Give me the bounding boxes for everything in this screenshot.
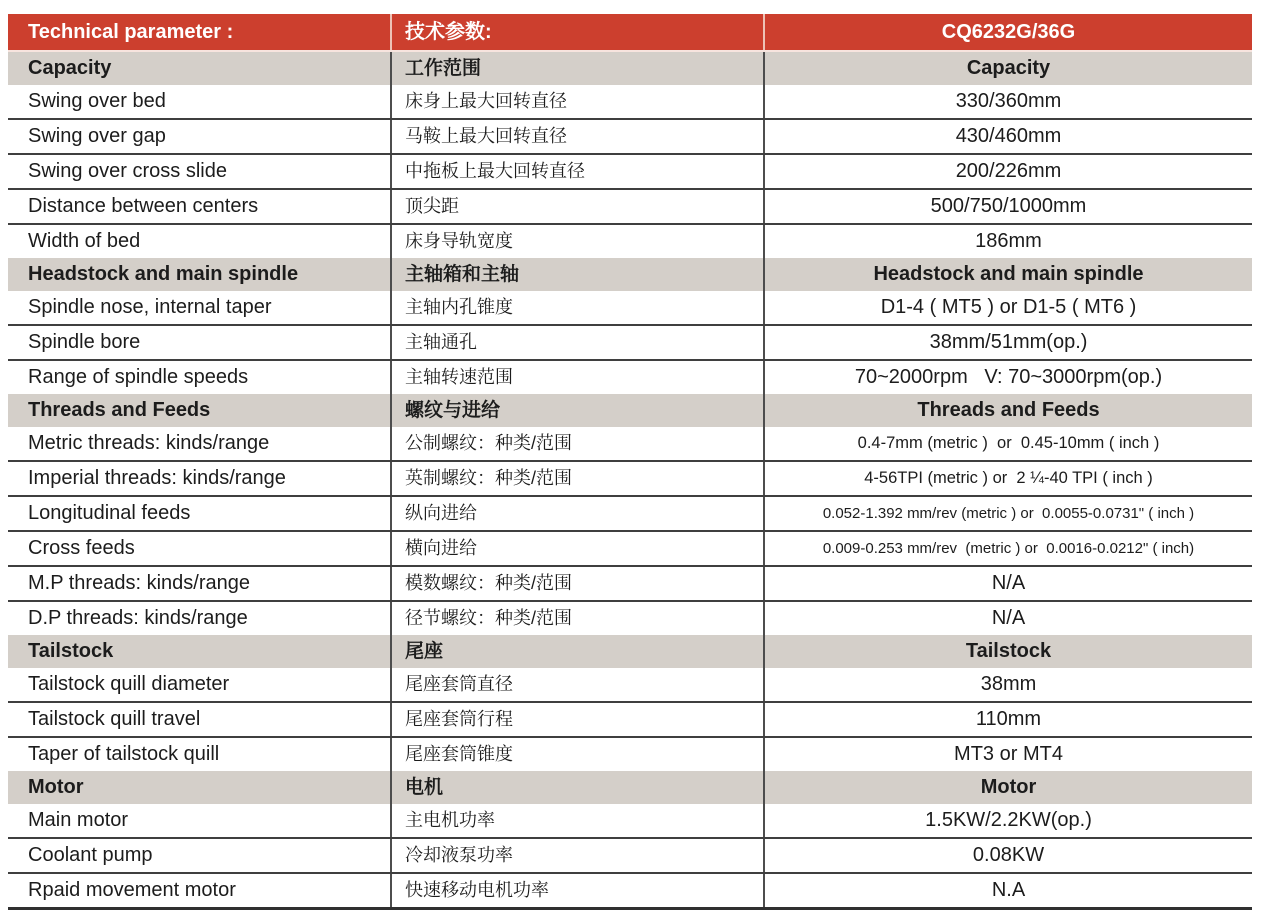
row-value: 38mm/51mm(op.) (929, 331, 1088, 353)
section-label-value: Headstock and main spindle (873, 263, 1144, 285)
row-label-en: Width of bed (8, 225, 392, 258)
table-row (8, 190, 1252, 225)
table-row (8, 326, 1252, 361)
row-label-en: Spindle nose, internal taper (8, 291, 392, 324)
section-label-en: Capacity (8, 52, 392, 85)
table-row (8, 532, 1252, 567)
section-label-value: Capacity (966, 57, 1051, 79)
table-row (8, 602, 1252, 635)
row-label-zh: 顶尖距 (392, 190, 765, 223)
table-row (8, 703, 1252, 738)
table-row (8, 497, 1252, 532)
section-label-value: Motor (980, 776, 1037, 798)
row-label-zh: 英制螺纹：种类/范围 (392, 462, 765, 495)
row-label-en: D.P threads: kinds/range (8, 602, 392, 635)
table-row (8, 225, 1252, 258)
row-label-en: Range of spindle speeds (8, 361, 392, 394)
section-label-zh: 工作范围 (392, 52, 765, 85)
row-label-en: Swing over cross slide (8, 155, 392, 188)
row-label-en: Taper of tailstock quill (8, 738, 392, 771)
row-value: MT3 or MT4 (954, 743, 1063, 765)
header-title-en: Technical parameter : (8, 14, 392, 50)
row-label-en: Main motor (8, 804, 392, 837)
table-row (8, 85, 1252, 120)
table-row (8, 361, 1252, 394)
table-row (8, 427, 1252, 462)
row-label-en: Tailstock quill diameter (8, 668, 392, 701)
section-label-en: Tailstock (8, 635, 392, 668)
row-value: 70~2000rpm V: 70~3000rpm(op.) (854, 366, 1163, 388)
table-row (8, 738, 1252, 771)
row-label-zh: 径节螺纹：种类/范围 (392, 602, 765, 635)
section-label-zh: 电机 (392, 771, 765, 804)
row-label-zh: 公制螺纹：种类/范围 (392, 427, 765, 460)
row-label-en: Spindle bore (8, 326, 392, 359)
table-row (8, 567, 1252, 602)
header-title-zh: 技术参数: (392, 14, 765, 50)
section-label-value: Threads and Feeds (917, 399, 1100, 421)
table-row (8, 839, 1252, 874)
section-label-en: Threads and Feeds (8, 394, 392, 427)
row-label-zh: 纵向进给 (392, 497, 765, 530)
row-label-zh: 模数螺纹：种类/范围 (392, 567, 765, 600)
row-label-zh: 床身上最大回转直径 (392, 85, 765, 118)
row-value: N/A (991, 572, 1026, 594)
section-label-zh: 主轴箱和主轴 (392, 258, 765, 291)
row-value: 500/750/1000mm (930, 195, 1087, 217)
table-row (8, 874, 1252, 907)
row-label-zh: 主电机功率 (392, 804, 765, 837)
section-row (8, 771, 1252, 804)
row-value: 430/460mm (955, 125, 1062, 147)
section-row (8, 394, 1252, 427)
row-value: 0.08KW (972, 844, 1045, 866)
row-value: 186mm (975, 230, 1042, 252)
row-value: N.A (991, 879, 1026, 901)
row-value: 0.009-0.253 mm/rev (metric ) or 0.0016-0.0212" ( inch) (822, 539, 1195, 557)
row-label-zh: 主轴通孔 (392, 326, 765, 359)
table-header-row (8, 14, 1252, 52)
row-label-en: Swing over gap (8, 120, 392, 153)
row-value: D1-4 ( MT5 ) or D1-5 ( MT6 ) (880, 296, 1137, 318)
section-label-value: Tailstock (965, 640, 1052, 662)
table-row (8, 462, 1252, 497)
row-value: 0.052-1.392 mm/rev (metric ) or 0.0055-0.0731" ( inch ) (822, 504, 1195, 522)
row-label-zh: 马鞍上最大回转直径 (392, 120, 765, 153)
row-value: 0.4-7mm (metric ) or 0.45-10mm ( inch ) (857, 433, 1160, 452)
table-row (8, 291, 1252, 326)
section-row (8, 258, 1252, 291)
section-label-zh: 螺纹与进给 (392, 394, 765, 427)
row-label-zh: 主轴内孔锥度 (392, 291, 765, 324)
row-value: N/A (991, 607, 1026, 629)
row-label-en: Rpaid movement motor (8, 874, 392, 907)
table-row (8, 668, 1252, 703)
row-label-en: Cross feeds (8, 532, 392, 565)
section-row (8, 635, 1252, 668)
row-label-zh: 快速移动电机功率 (392, 874, 765, 907)
section-label-zh: 尾座 (392, 635, 765, 668)
row-label-en: Swing over bed (8, 85, 392, 118)
row-label-en: Imperial threads: kinds/range (8, 462, 392, 495)
section-row (8, 52, 1252, 85)
row-value: 200/226mm (955, 160, 1062, 182)
row-label-zh: 尾座套筒直径 (392, 668, 765, 701)
row-value: 110mm (975, 708, 1042, 730)
row-label-en: Distance between centers (8, 190, 392, 223)
header-model-number: CQ6232G/36G (941, 20, 1076, 43)
row-label-en: Longitudinal feeds (8, 497, 392, 530)
table-row (8, 155, 1252, 190)
row-label-zh: 尾座套筒行程 (392, 703, 765, 736)
row-value: 38mm (980, 673, 1037, 695)
section-label-en: Motor (8, 771, 392, 804)
row-label-en: Coolant pump (8, 839, 392, 872)
row-label-en: M.P threads: kinds/range (8, 567, 392, 600)
table-row (8, 804, 1252, 839)
row-value: 4-56TPI (metric ) or 2 ¼-40 TPI ( inch ) (864, 468, 1153, 487)
table-body (8, 52, 1252, 907)
row-label-en: Metric threads: kinds/range (8, 427, 392, 460)
row-value: 1.5KW/2.2KW(op.) (925, 809, 1092, 831)
section-label-en: Headstock and main spindle (8, 258, 392, 291)
technical-parameters-table (8, 14, 1252, 910)
row-label-zh: 尾座套筒锥度 (392, 738, 765, 771)
row-label-zh: 横向进给 (392, 532, 765, 565)
row-label-zh: 中拖板上最大回转直径 (392, 155, 765, 188)
row-value: 330/360mm (955, 90, 1062, 112)
table-row (8, 120, 1252, 155)
row-label-zh: 冷却液泵功率 (392, 839, 765, 872)
row-label-zh: 主轴转速范围 (392, 361, 765, 394)
row-label-zh: 床身导轨宽度 (392, 225, 765, 258)
row-label-en: Tailstock quill travel (8, 703, 392, 736)
